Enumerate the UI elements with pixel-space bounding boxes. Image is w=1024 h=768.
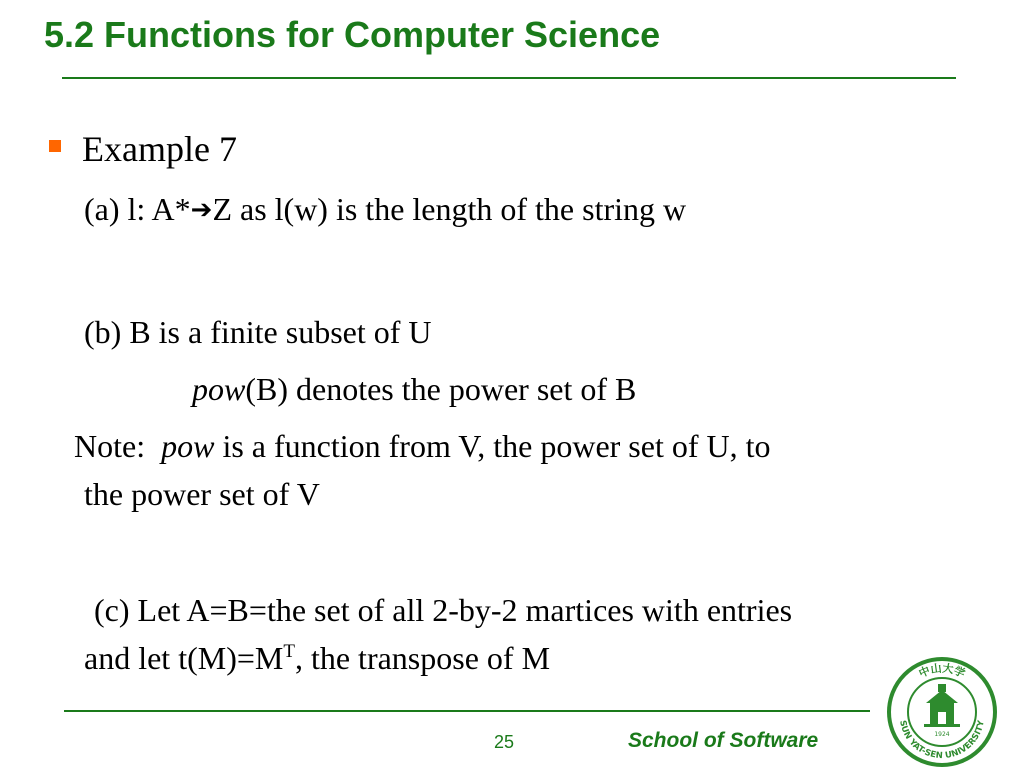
sysu-university-seal-icon	[886, 656, 998, 768]
right-arrow-icon: ➔	[190, 195, 213, 225]
example-b-line: (b) B is a finite subset of U	[84, 314, 432, 350]
logo-chinese-text: 中山大学	[916, 661, 968, 681]
page-number: 25	[494, 732, 515, 752]
example-b-pow-line	[192, 373, 636, 405]
footer-divider	[64, 710, 870, 712]
pow-italic: pow	[192, 371, 246, 407]
note-label: Note:	[74, 428, 146, 464]
logo-english-text: SUN YAT-SEN UNIVERSITY	[897, 719, 987, 762]
example-c-line2	[84, 642, 550, 674]
footer-school-name: School of Software	[628, 729, 819, 752]
note-pow-italic: pow	[161, 428, 215, 464]
example-a-line	[84, 193, 686, 225]
example-a-suffix: Z as l(w) is the length of the string w	[212, 191, 687, 227]
example-c-line1: (c) Let A=B=the set of all 2-by-2 martices with entries	[94, 592, 793, 628]
slide-title: 5.2 Functions for Computer Science	[44, 14, 661, 55]
example-a-prefix: (a) l: A*	[84, 191, 191, 227]
note-line	[74, 430, 771, 462]
square-bullet-icon	[49, 140, 61, 152]
pow-description: (B) denotes the power set of B	[245, 371, 637, 407]
title-divider	[62, 77, 956, 79]
logo-year: 1924	[934, 731, 950, 738]
example-c-prefix: and let t(M)=M	[84, 640, 284, 676]
note-continuation: the power set of V	[84, 476, 320, 512]
transpose-superscript: T	[283, 641, 295, 662]
bullet-heading: Example 7	[82, 129, 237, 169]
example-c-suffix: , the transpose of M	[294, 640, 551, 676]
note-text: is a function from V, the power set of U, to	[214, 428, 771, 464]
